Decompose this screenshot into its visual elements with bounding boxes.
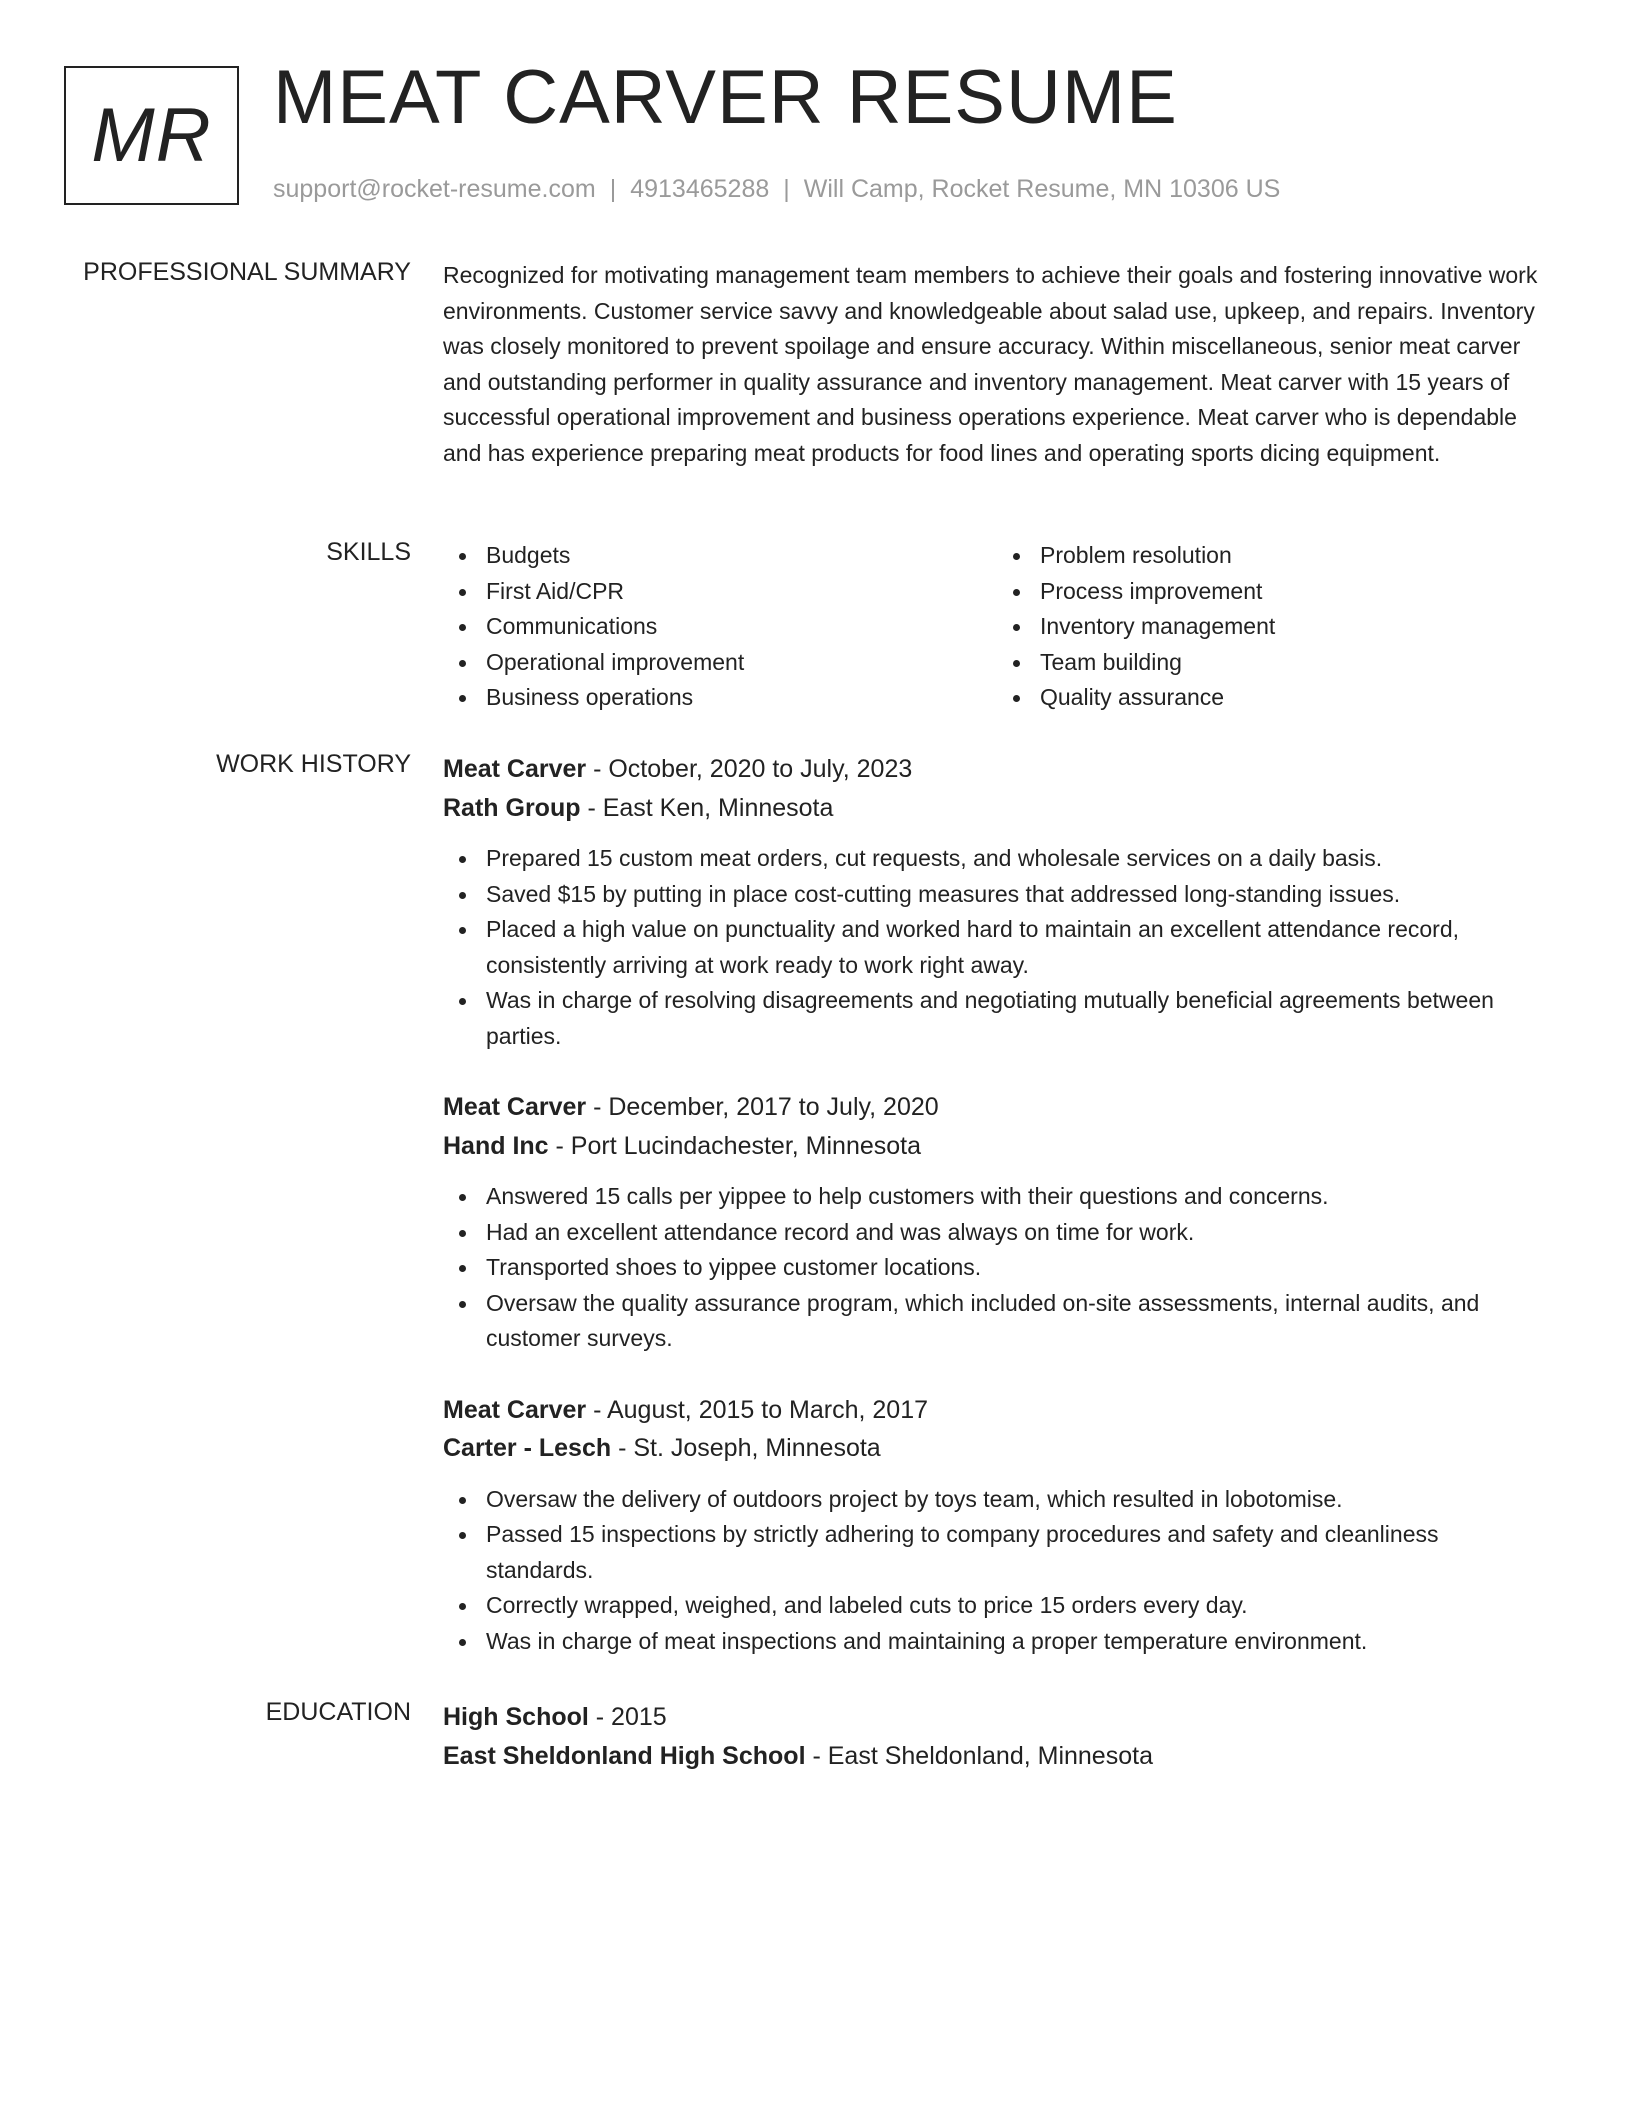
- job-company: Hand Inc: [443, 1131, 549, 1160]
- skill-item: Inventory management: [1040, 609, 1551, 645]
- skill-item: Communications: [486, 609, 997, 645]
- contact-phone[interactable]: 4913465288: [630, 175, 770, 203]
- job-duties: [443, 1482, 1551, 1660]
- duty-item: Was in charge of meat inspections and maintaining a proper temperature environment.: [486, 1624, 1551, 1660]
- education-body: [443, 1698, 1551, 1775]
- job-company-line: [443, 1127, 1551, 1166]
- job-role: Meat Carver: [443, 1093, 587, 1121]
- job-location: - East Ken, Minnesota: [580, 793, 834, 822]
- job-duties: [443, 1179, 1551, 1357]
- job-entry: [443, 1088, 1551, 1357]
- work-history-body: [443, 750, 1551, 1693]
- section-label-summary: PROFESSIONAL SUMMARY: [83, 258, 411, 286]
- education-school-line: [443, 1737, 1551, 1776]
- job-entry: [443, 1391, 1551, 1660]
- contact-line: [273, 175, 1280, 204]
- skills-list-left: [443, 538, 997, 716]
- duty-item: Had an excellent attendance record and was always on time for work.: [486, 1215, 1551, 1251]
- job-role: Meat Carver: [443, 1395, 587, 1424]
- skill-item: Operational improvement: [486, 645, 997, 681]
- job-title-line: [443, 750, 1551, 789]
- job-dates: - October, 2020 to July, 2023: [586, 755, 913, 783]
- skill-item: First Aid/CPR: [486, 574, 997, 610]
- job-company-line: [443, 1429, 1551, 1468]
- duty-item: Oversaw the quality assurance program, which included on-site assessments, internal audits, and customer surveys.: [486, 1286, 1551, 1357]
- duty-item: Saved $15 by putting in place cost-cutting measures that addressed long-standing issues.: [486, 877, 1551, 913]
- contact-separator: |: [609, 175, 617, 203]
- summary-text: Recognized for motivating management team members to achieve their goals and fostering innovative work environments. Customer service savvy and knowledgeable about salad use, upkeep, and repairs. Inventory was closely monitored to prevent spoilage and ensure accuracy. Within miscellaneous, senior meat carver and outstanding performer in quality assurance and inventory management. Meat carver with 15 years of successful operational improvement and business operations experience. Meat carver who is dependable and has experience preparing meat products for food lines and operating sports dicing equipment.: [443, 262, 1538, 466]
- education-degree: High School: [443, 1703, 589, 1731]
- section-label-skills: SKILLS: [326, 538, 411, 566]
- section-label-education: EDUCATION: [265, 1698, 411, 1726]
- job-dates: - August, 2015 to March, 2017: [586, 1395, 929, 1424]
- job-role: Meat Carver: [443, 755, 587, 783]
- skill-item: Quality assurance: [1040, 680, 1551, 716]
- job-company: Carter - Lesch: [443, 1434, 612, 1462]
- job-title-line: [443, 1391, 1551, 1430]
- skill-item: Problem resolution: [1040, 538, 1551, 574]
- duty-item: Correctly wrapped, weighed, and labeled cuts to price 15 orders every day.: [486, 1588, 1551, 1624]
- duty-item: Prepared 15 custom meat orders, cut requests, and wholesale services on a daily basis.: [486, 841, 1551, 877]
- job-entry: [443, 750, 1551, 1054]
- skill-item: Process improvement: [1040, 574, 1551, 610]
- job-duties: [443, 841, 1551, 1054]
- skills-list-right: [997, 538, 1551, 716]
- monogram-logo: MR: [64, 66, 239, 205]
- contact-address: Will Camp, Rocket Resume, MN 10306 US: [803, 175, 1281, 203]
- skill-item: Team building: [1040, 645, 1551, 681]
- section-label-work-history: WORK HISTORY: [216, 750, 411, 778]
- education-location: - East Sheldonland, Minnesota: [805, 1741, 1153, 1770]
- skill-item: Business operations: [486, 680, 997, 716]
- job-title-line: [443, 1088, 1551, 1127]
- duty-item: Transported shoes to yippee customer locations.: [486, 1250, 1551, 1286]
- job-company: Rath Group: [443, 793, 581, 822]
- page-title: MEAT CARVER RESUME: [273, 55, 1178, 140]
- duty-item: Answered 15 calls per yippee to help customers with their questions and concerns.: [486, 1179, 1551, 1215]
- summary-body: [443, 258, 1551, 471]
- contact-email[interactable]: support@rocket-resume.com: [273, 175, 596, 203]
- contact-separator: |: [783, 175, 790, 203]
- education-degree-line: [443, 1698, 1551, 1737]
- job-location: - Port Lucindachester, Minnesota: [548, 1131, 922, 1160]
- education-year: - 2015: [588, 1703, 667, 1731]
- duty-item: Oversaw the delivery of outdoors project by toys team, which resulted in lobotomise.: [486, 1482, 1551, 1518]
- duty-item: Passed 15 inspections by strictly adhering to company procedures and safety and cleanliness standards.: [486, 1517, 1551, 1588]
- education-school: East Sheldonland High School: [443, 1741, 806, 1770]
- job-dates: - December, 2017 to July, 2020: [586, 1093, 939, 1121]
- job-company-line: [443, 789, 1551, 828]
- job-location: - St. Joseph, Minnesota: [611, 1434, 881, 1462]
- duty-item: Placed a high value on punctuality and worked hard to maintain an excellent attendance record, consistently arriving at work ready to work right away.: [486, 912, 1551, 983]
- duty-item: Was in charge of resolving disagreements and negotiating mutually beneficial agreements between parties.: [486, 983, 1551, 1054]
- skills-body: [443, 538, 1551, 716]
- skill-item: Budgets: [486, 538, 997, 574]
